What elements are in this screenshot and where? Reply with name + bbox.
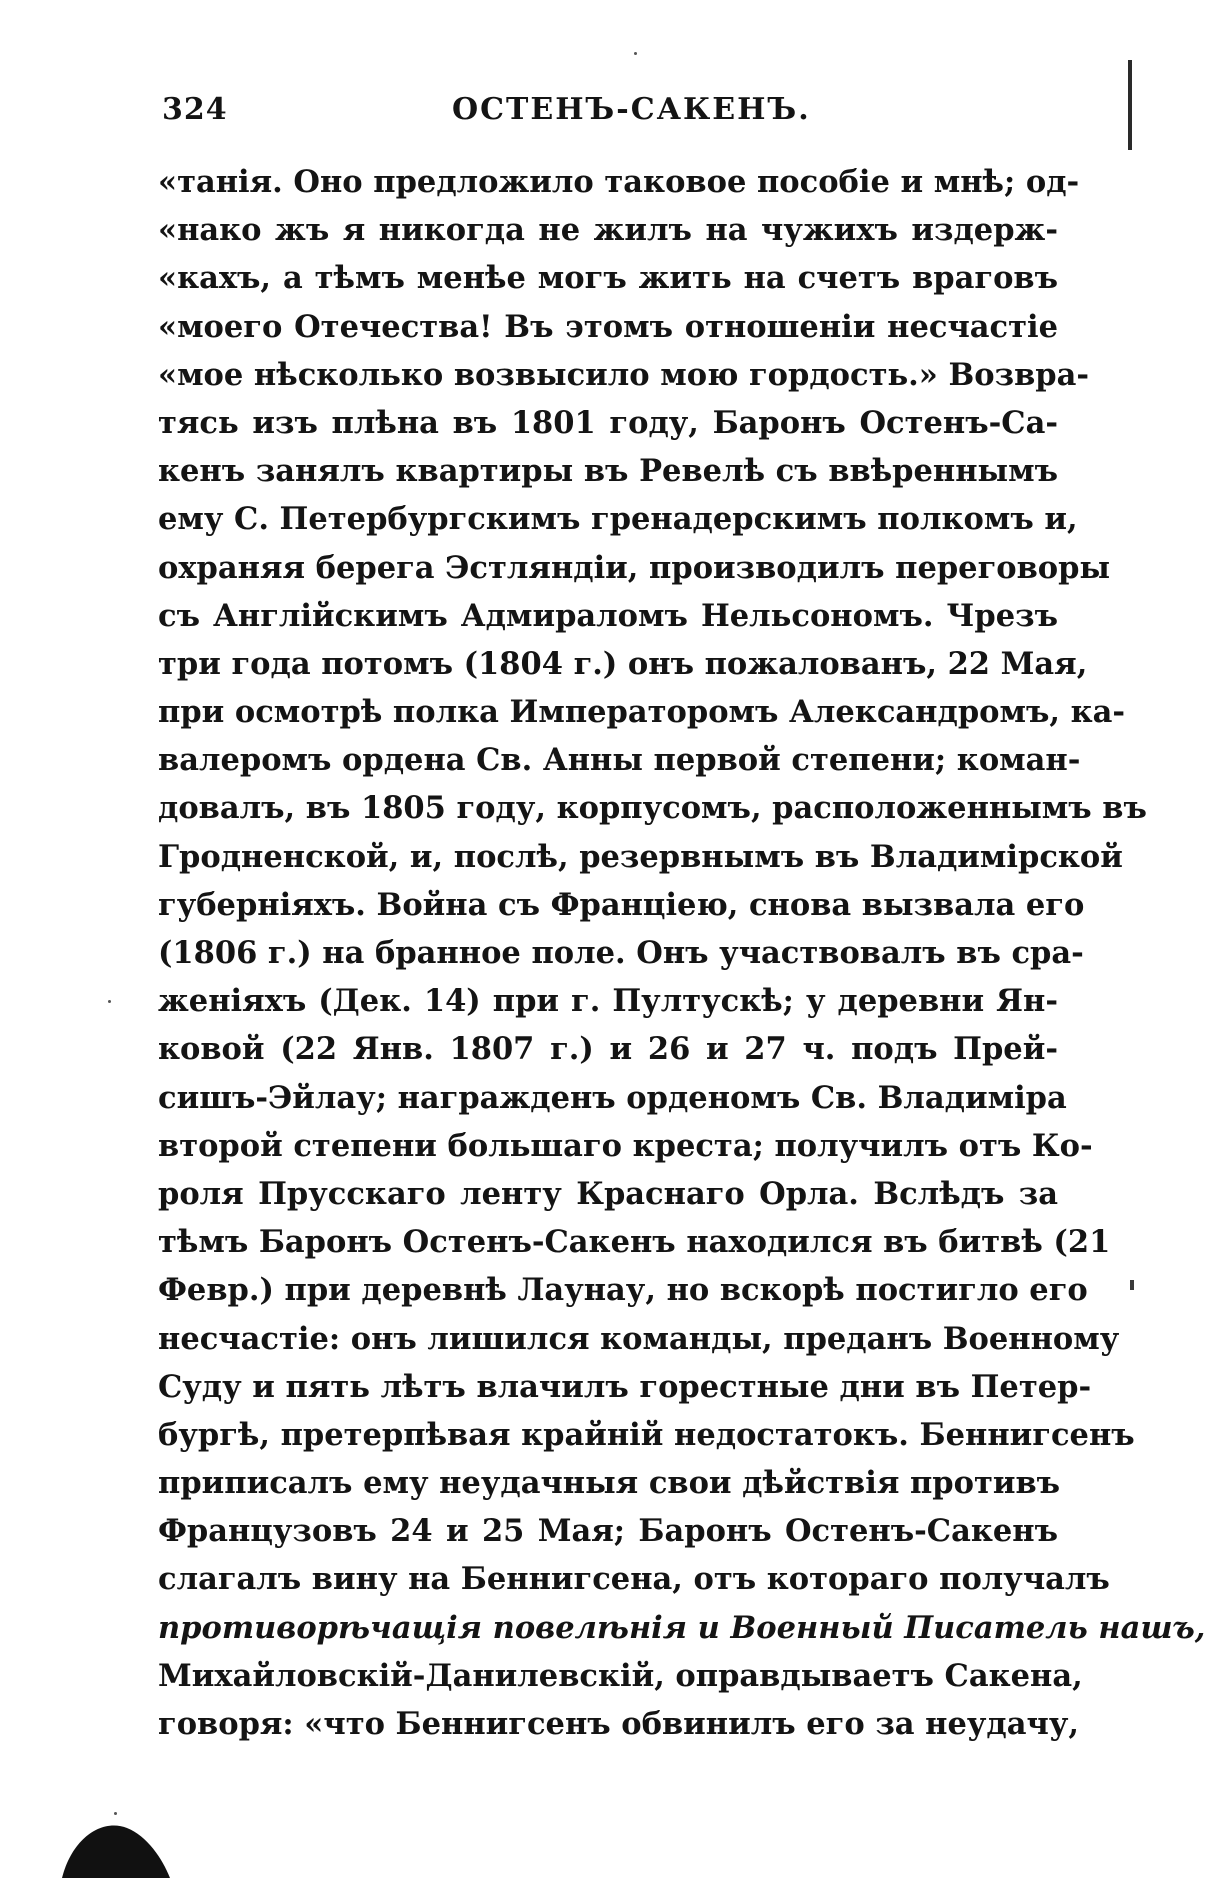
- text-line: «нако жъ я никогда не жилъ на чужихъ издерж-: [158, 212, 1058, 249]
- text-line: приписалъ ему неудачныя свои дѣйствія противъ: [158, 1465, 1061, 1502]
- text-line: довалъ, въ 1805 году, корпусомъ, расположеннымъ въ: [158, 790, 1147, 827]
- text-line: говоря: «что Беннигсенъ обвинилъ его за неудачу,: [158, 1706, 1079, 1742]
- ink-speck: [634, 52, 637, 55]
- text-line: кенъ занялъ квартиры въ Ревелѣ съ ввѣреннымъ: [158, 453, 1058, 490]
- page-header: [162, 92, 1060, 132]
- text-line: охраняя берега Эстляндіи, производилъ переговоры: [158, 549, 1111, 586]
- text-line-italic: противорѣчащія повелѣнія и Военный Писатель нашъ,: [158, 1609, 1205, 1646]
- text-line: роля Прусскаго ленту Краснаго Орла. Вслѣдъ за: [158, 1175, 1058, 1212]
- text-line: ковой (22 Янв. 1807 г.) и 26 и 27 ч. подъ Прей-: [158, 1031, 1058, 1068]
- page-edge-mark: [1130, 1280, 1134, 1290]
- text-line: Михайловскій-Данилевскій, оправдываетъ Сакена,: [158, 1657, 1083, 1694]
- text-line: тясь изъ плѣна въ 1801 году, Баронъ Остенъ-Са-: [158, 404, 1058, 441]
- text-line: ему С. Петербургскимъ гренадерскимъ полкомъ и,: [158, 501, 1078, 538]
- text-line: валеромъ ордена Св. Анны первой степени; коман-: [158, 742, 1081, 779]
- text-line: сишъ-Эйлау; награжденъ орденомъ Св. Владиміра: [158, 1079, 1067, 1116]
- text-line: «кахъ, а тѣмъ менѣе могъ жить на счетъ враговъ: [158, 260, 1058, 297]
- text-line: съ Англійскимъ Адмираломъ Нельсономъ. Чрезъ: [158, 597, 1058, 634]
- text-line: «моего Отечества! Въ этомъ отношеніи несчастіе: [158, 308, 1058, 345]
- text-line: Гродненской, и, послѣ, резервнымъ въ Владимірской: [158, 838, 1123, 875]
- running-title: ОСТЕНЪ-САКЕНЪ.: [452, 92, 811, 127]
- text-line: тѣмъ Баронъ Остенъ-Сакенъ находился въ битвѣ (21: [158, 1224, 1111, 1261]
- ink-speck: [108, 1000, 111, 1003]
- text-line: несчастіе: онъ лишился команды, преданъ Военному: [158, 1320, 1120, 1357]
- page-number: 324: [162, 92, 228, 127]
- text-line: три года потомъ (1804 г.) онъ пожалованъ, 22 Мая,: [158, 645, 1088, 682]
- text-line: женіяхъ (Дек. 14) при г. Пултускѣ; у деревни Ян-: [158, 983, 1058, 1020]
- text-line: бургѣ, претерпѣвая крайній недостатокъ. Беннигсенъ: [158, 1416, 1135, 1453]
- page-edge-rule: [1128, 60, 1132, 150]
- text-line: (1806 г.) на бранное поле. Онъ участвовалъ въ сра-: [158, 935, 1084, 971]
- text-line: «танія. Оно предложило таковое пособіе и мнѣ; од-: [158, 164, 1080, 200]
- text-line: Суду и пять лѣтъ влачилъ горестные дни въ Петер-: [158, 1368, 1092, 1405]
- text-line: Французовъ 24 и 25 Мая; Баронъ Остенъ-Сакенъ: [158, 1513, 1058, 1550]
- text-line: «мое нѣсколько возвысило мою гордость.» Возвра-: [158, 356, 1090, 393]
- text-line: слагалъ вину на Беннигсена, отъ котораго получалъ: [158, 1561, 1110, 1598]
- text-line: второй степени большаго креста; получилъ отъ Ко-: [158, 1127, 1093, 1164]
- text-line: Февр.) при деревнѣ Лаунау, но вскорѣ постигло его: [158, 1272, 1088, 1309]
- text-line: губерніяхъ. Война съ Франціею, снова вызвала его: [158, 886, 1085, 923]
- body-text: [158, 158, 1205, 1748]
- ink-blot: [52, 1798, 172, 1878]
- text-line: при осмотрѣ полка Императоромъ Александромъ, ка-: [158, 694, 1126, 731]
